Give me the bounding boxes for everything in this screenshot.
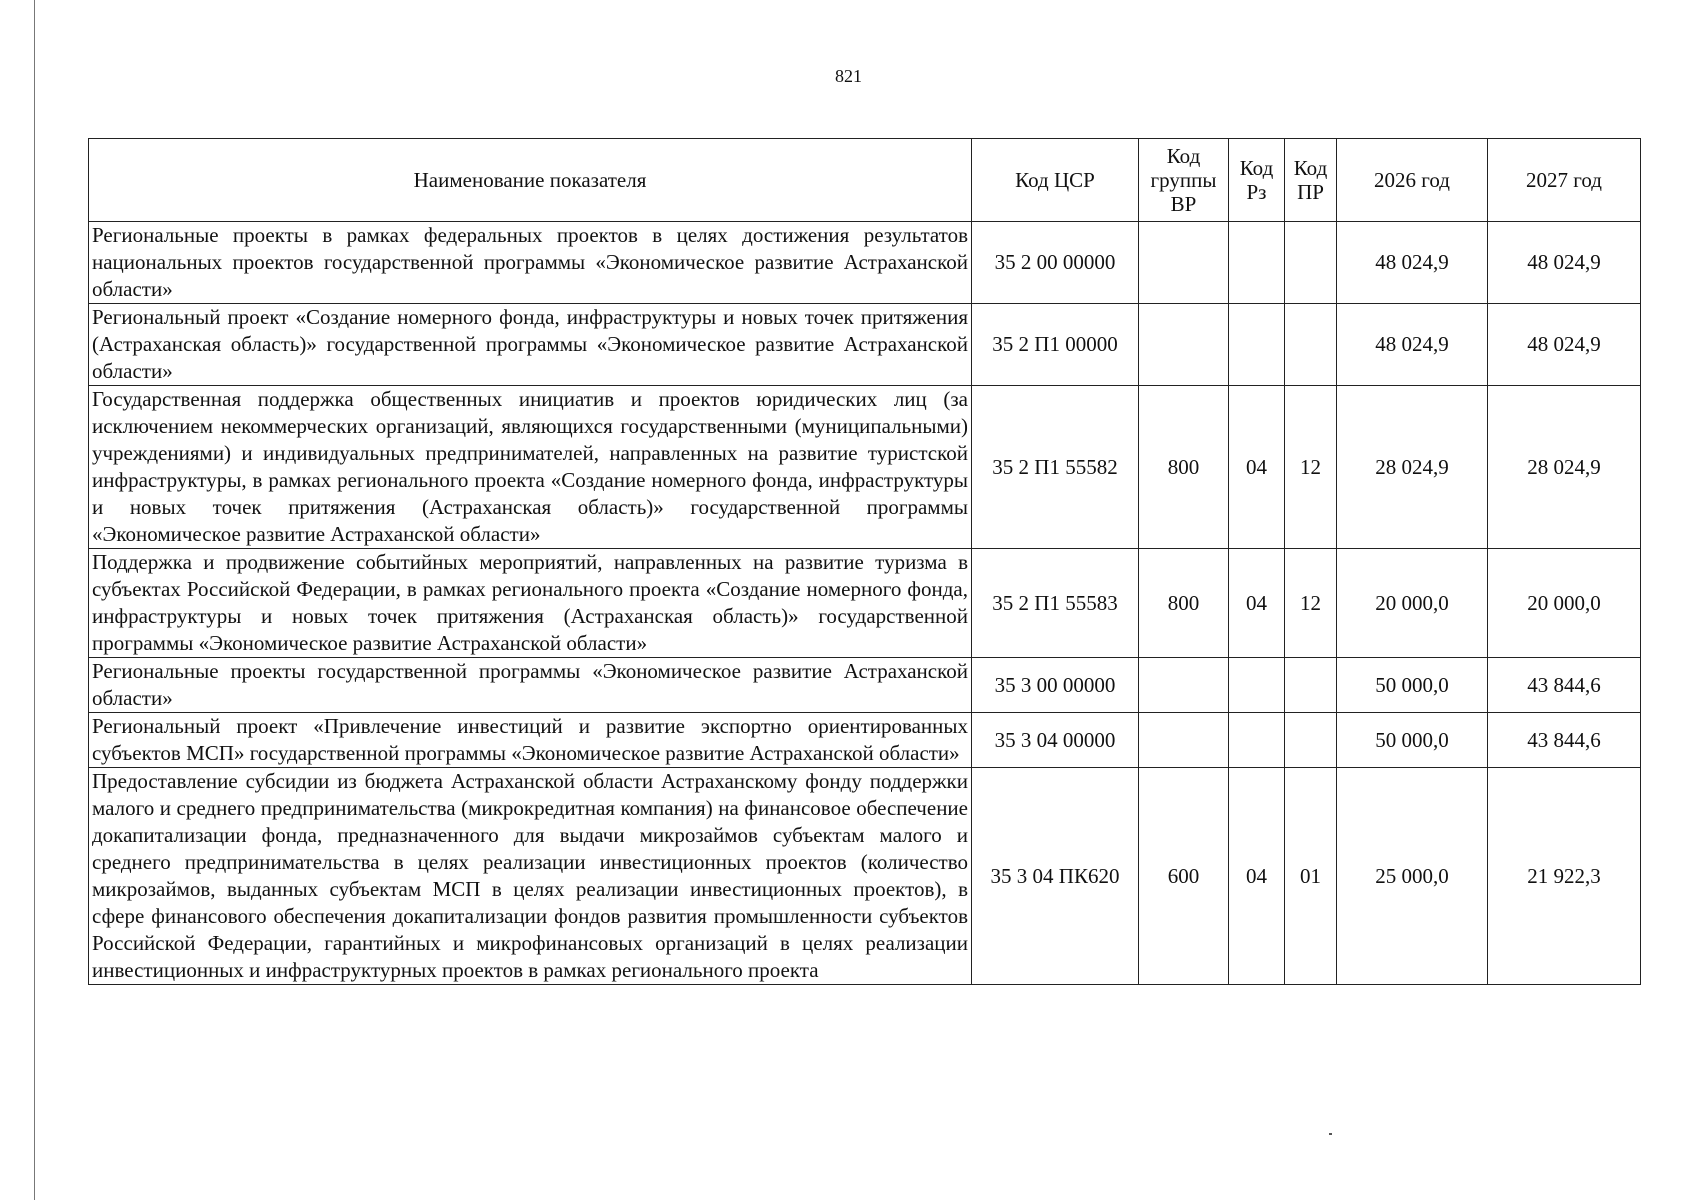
row-pr: 01	[1285, 768, 1337, 985]
row-name: Региональный проект «Привлечение инвестиций и развитие экспортно ориентированных субъектов МСП» государственной программы «Экономическое развитие Астраханской области»	[89, 713, 972, 768]
row-csr: 35 3 00 00000	[972, 658, 1139, 713]
row-2027: 48 024,9	[1488, 222, 1641, 304]
row-csr: 35 3 04 ПК620	[972, 768, 1139, 985]
row-csr: 35 2 П1 55582	[972, 386, 1139, 549]
row-name: Региональные проекты в рамках федеральных проектов в целях достижения результатов национальных проектов государственной программы «Экономическое развитие Астраханской области»	[89, 222, 972, 304]
row-vr	[1139, 222, 1229, 304]
row-2027: 43 844,6	[1488, 713, 1641, 768]
row-name: Региональные проекты государственной программы «Экономическое развитие Астраханской области»	[89, 658, 972, 713]
header-csr: Код ЦСР	[972, 139, 1139, 222]
header-rz: Код Рз	[1229, 139, 1285, 222]
row-rz	[1229, 658, 1285, 713]
row-vr: 600	[1139, 768, 1229, 985]
row-rz: 04	[1229, 768, 1285, 985]
header-pr: Код ПР	[1285, 139, 1337, 222]
row-csr: 35 2 00 00000	[972, 222, 1139, 304]
row-pr: 12	[1285, 549, 1337, 658]
table-row	[89, 386, 1641, 549]
row-csr: 35 2 П1 55583	[972, 549, 1139, 658]
row-vr	[1139, 304, 1229, 386]
row-2027: 48 024,9	[1488, 304, 1641, 386]
row-2027: 28 024,9	[1488, 386, 1641, 549]
row-2026: 50 000,0	[1337, 658, 1488, 713]
row-name: Региональный проект «Создание номерного фонда, инфраструктуры и новых точек притяжения (Астраханская область)» государственной программы «Экономическое развитие Астраханской области»	[89, 304, 972, 386]
row-2027: 43 844,6	[1488, 658, 1641, 713]
table-row	[89, 713, 1641, 768]
row-vr	[1139, 658, 1229, 713]
binding-edge-line	[34, 0, 35, 1200]
row-2026: 25 000,0	[1337, 768, 1488, 985]
row-csr: 35 3 04 00000	[972, 713, 1139, 768]
row-name: Государственная поддержка общественных инициатив и проектов юридических лиц (за исключением некоммерческих организаций, являющихся государственными (муниципальными) учреждениями) и индивидуальных предпринимателей, направленных на развитие туристской инфраструктуры, в рамках регионального проекта «Создание номерного фонда, инфраструктуры и новых точек притяжения (Астраханская область)» государственной программы «Экономическое развитие Астраханской области»	[89, 386, 972, 549]
row-name: Предоставление субсидии из бюджета Астраханской области Астраханскому фонду поддержки малого и среднего предпринимательства (микрокредитная компания) на финансовое обеспечение докапитализации фонда, предназначенного для выдачи микрозаймов субъектам малого и среднего предпринимательства в целях реализации инвестиционных проектов (количество микрозаймов, выданных субъектам МСП в целях реализации инвестиционных проектов), в сфере финансового обеспечения докапитализации фондов развития промышленности субъектов Российской Федерации, гарантийных и микрофинансовых организаций в целях реализации инвестиционных и инфраструктурных проектов в рамках регионального проекта	[89, 768, 972, 985]
row-rz: 04	[1229, 386, 1285, 549]
header-name: Наименование показателя	[89, 139, 972, 222]
row-name: Поддержка и продвижение событийных мероприятий, направленных на развитие туризма в субъектах Российской Федерации, в рамках регионального проекта «Создание номерного фонда, инфраструктуры и новых точек притяжения (Астраханская область)» государственной программы «Экономическое развитие Астраханской области»	[89, 549, 972, 658]
header-2027: 2027 год	[1488, 139, 1641, 222]
row-rz: 04	[1229, 549, 1285, 658]
row-vr: 800	[1139, 386, 1229, 549]
budget-table	[88, 138, 1641, 985]
row-rz	[1229, 304, 1285, 386]
row-2026: 48 024,9	[1337, 304, 1488, 386]
row-rz	[1229, 222, 1285, 304]
row-2027: 21 922,3	[1488, 768, 1641, 985]
row-rz	[1229, 713, 1285, 768]
row-pr: 12	[1285, 386, 1337, 549]
table-row	[89, 768, 1641, 985]
header-vr: Код группы ВР	[1139, 139, 1229, 222]
header-row	[89, 139, 1641, 222]
page-number: 821	[835, 66, 862, 86]
row-pr	[1285, 304, 1337, 386]
row-2026: 50 000,0	[1337, 713, 1488, 768]
row-2026: 48 024,9	[1337, 222, 1488, 304]
table-body	[89, 222, 1641, 985]
row-2026: 20 000,0	[1337, 549, 1488, 658]
table-row	[89, 658, 1641, 713]
row-2026: 28 024,9	[1337, 386, 1488, 549]
row-pr	[1285, 658, 1337, 713]
scan-speck	[1329, 1133, 1332, 1135]
table-row	[89, 222, 1641, 304]
table-header	[89, 139, 1641, 222]
row-2027: 20 000,0	[1488, 549, 1641, 658]
table-row	[89, 549, 1641, 658]
row-csr: 35 2 П1 00000	[972, 304, 1139, 386]
row-vr	[1139, 713, 1229, 768]
row-pr	[1285, 713, 1337, 768]
row-pr	[1285, 222, 1337, 304]
table-row	[89, 304, 1641, 386]
row-vr: 800	[1139, 549, 1229, 658]
header-2026: 2026 год	[1337, 139, 1488, 222]
